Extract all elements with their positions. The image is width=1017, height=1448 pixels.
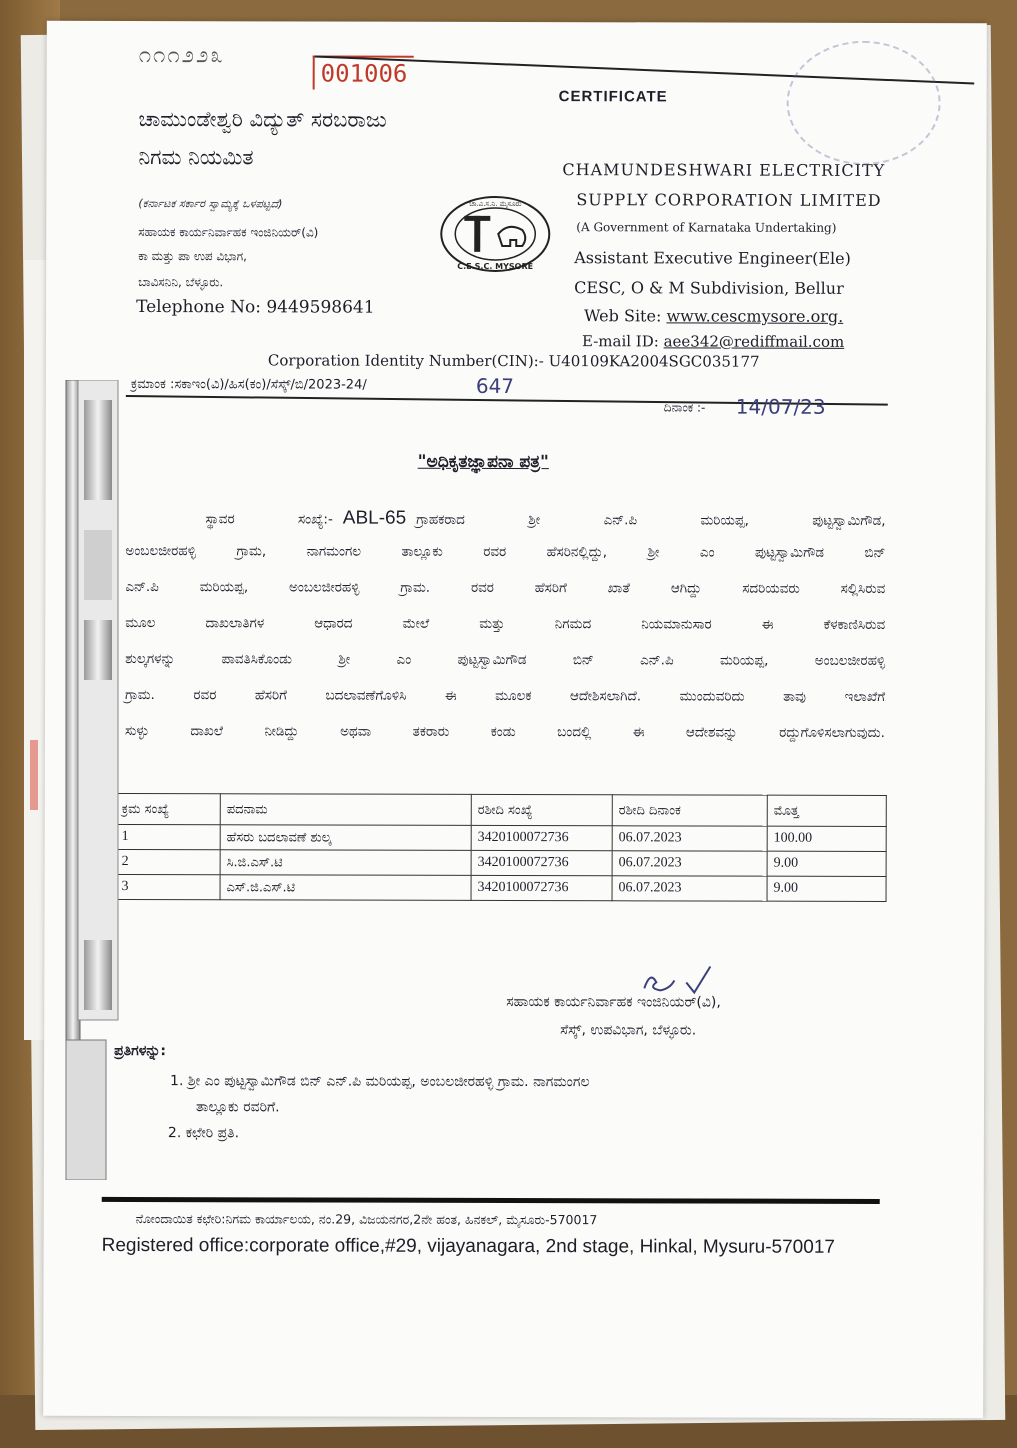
cesc-logo — [438, 194, 552, 274]
signatory-office: ಸೆಸ್ಕ್, ಉಪವಿಭಾಗ, ಬೆಳ್ಳೂರು. — [560, 1022, 697, 1039]
body-line-5: ಶುಲ್ಕಗಳನ್ನು ಪಾವತಿಸಿಕೊಂಡು ಶ್ರೀ ಎಂ ಪುಟ್ಟಸ್ವಾಮಿಗೌಡ ಬಿನ್ ಎನ್.ಪಿ ಮರಿಯಪ್ಪ, ಅಂಬಲಜೀರಹಳ್ಳಿ — [125, 650, 886, 669]
copy-item-2: 2. ಕಛೇರಿ ಪ್ರತಿ. — [167, 1125, 240, 1142]
cell-description: ಸಿ.ಜಿ.ಎಸ್.ಟಿ — [220, 850, 471, 876]
certificate-label: CERTIFICATE — [558, 88, 668, 106]
cell-receipt-no: 3420100072736 — [471, 875, 612, 900]
reference-number: ಕ್ರಮಾಂಕ :ಸಕಾಇಂ(ವಿ)/ಹಿಸ(ಕಂ)/ಸೆಸ್ಕ್/ಬಿ/2023-24/ — [130, 376, 367, 393]
cell-amount: 9.00 — [767, 876, 886, 901]
col-description: ಪದನಾಮ — [220, 794, 471, 826]
paper-clip-fastener[interactable] — [60, 380, 124, 1180]
email-link[interactable]: aee342@rediffmail.com — [663, 332, 845, 351]
cell-serial: 1 — [115, 824, 220, 849]
en-org-name-line3: (A Government of Karnataka Undertaking) — [576, 220, 837, 235]
kn-org-sub1: (ಕರ್ನಾಟಕ ಸರ್ಕಾರ ಸ್ವಾಮ್ಯಕ್ಕೆ ಒಳಪಟ್ಟದೆ) — [138, 197, 283, 211]
cell-amount: 100.00 — [767, 826, 886, 851]
cell-amount: 9.00 — [767, 851, 886, 876]
email-line — [582, 332, 844, 351]
table-header-row — [115, 793, 886, 826]
kn-office-line2: ಕಾ ಮತ್ತು ಪಾ ಉಪ ವಿಭಾಗ, — [138, 249, 247, 264]
kn-org-name-line2: ನಿಗಮ ನಿಯಮಿತ — [138, 145, 254, 170]
logo-top-text: ಚಾ.ವಿ.ಸ.ನಿ. ಮೈಸೂರು — [469, 199, 522, 209]
col-amount: ಮೊತ್ತ — [767, 795, 886, 826]
certificate-page — [43, 21, 987, 1418]
body-line-6: ಗ್ರಾಮ. ರವರ ಹೆಸರಿಗೆ ಬದಲಾವಣೆಗೊಳಿಸಿ ಈ ಮೂಲಕ ಆದೇಶಿಸಲಾಗಿದೆ. ಮುಂದುವರಿದು ತಾವು ಇಲಾಖೆಗೆ — [125, 686, 886, 705]
cell-receipt-date: 06.07.2023 — [612, 876, 767, 901]
cell-serial: 3 — [115, 874, 220, 899]
en-office-line1: Assistant Executive Engineer(Ele) — [574, 248, 851, 268]
handwritten-signature — [640, 962, 720, 998]
installation-label: ಸ್ಥಾವರ ಸಂಖ್ಯೆ:- — [205, 511, 333, 528]
en-org-name-line2: SUPPLY CORPORATION LIMITED — [576, 190, 882, 210]
website-line — [584, 306, 843, 326]
logo-bottom-text: C.E.S.C. MYSORE — [457, 261, 534, 272]
cell-description: ಎಸ್.ಜಿ.ಎಸ್.ಟಿ — [220, 875, 471, 901]
body-line-7: ಸುಳ್ಳು ದಾಖಲೆ ನೀಡಿದ್ದು ಅಥವಾ ತಕರಾರು ಕಂಡು ಬಂದಲ್ಲಿ ಈ ಆದೇಶವನ್ನು ರದ್ದುಗೊಳಿಸಲಾಗುವುದು. — [124, 722, 885, 741]
cell-description: ಹೆಸರು ಬದಲಾವಣೆ ಶುಲ್ಕ — [220, 825, 471, 851]
copies-heading: ಪ್ರತಿಗಳನ್ನು: — [114, 1042, 167, 1060]
body-line-4: ಮೂಲ ದಾಖಲಾತಿಗಳ ಆಧಾರದ ಮೇಲೆ ಮತ್ತು ನಿಗಮದ ನಿಯಮಾನುಸಾರ ಈ ಕೆಳಕಾಣಿಸಿರುವ — [125, 614, 886, 633]
footer-rule — [102, 1197, 880, 1204]
cell-serial: 2 — [115, 849, 220, 874]
fees-table — [115, 793, 887, 902]
body-line-1-text: ಗ್ರಾಹಕರಾದ ಶ್ರೀ ಎನ್.ಪಿ ಮರಿಯಪ್ಪ, ಪುಟ್ಟಸ್ವಾಮಿಗೌಡ, — [416, 511, 886, 529]
website-link[interactable]: www.cescmysore.org. — [666, 306, 844, 326]
signatory-designation: ಸಹಾಯಕ ಕಾರ್ಯನಿರ್ವಾಹಕ ಇಂಜಿನಿಯರ್(ವಿ), — [506, 993, 721, 1011]
copy-item-1-cont: ತಾಲ್ಲೂಕು ರವರಿಗೆ. — [195, 1099, 280, 1116]
cell-receipt-no: 3420100072736 — [471, 825, 612, 850]
kn-org-name-line1: ಚಾಮುಂಡೇಶ್ವರಿ ವಿದ್ಯುತ್ ಸರಬರಾಜು — [138, 107, 387, 132]
body-line-1 — [205, 507, 885, 531]
cell-receipt-no: 3420100072736 — [471, 850, 612, 875]
col-receipt-no: ರಶೀದಿ ಸಂಖ್ಯೆ — [471, 794, 612, 825]
faded-stamp — [786, 41, 940, 165]
copy-item-1: 1. ಶ್ರೀ ಎಂ ಪುಟ್ಟಸ್ವಾಮಿಗೌಡ ಬಿನ್ ಎನ್.ಪಿ ಮರಿಯಪ್ಪ, ಅಂಬಲಜೀರಹಳ್ಳಿ ಗ್ರಾಮ. ನಾಗಮಂಗಲ — [170, 1073, 590, 1091]
certificate-number: 001006 — [313, 55, 414, 89]
kn-office-line3: ಬಾವಿಸನಿನಿ, ಬೆಳ್ಳೂರು. — [138, 275, 224, 290]
footer-english: Registered office:corporate office,#29, vijayanagara, 2nd stage, Hinkal, Mysuru-570017 — [101, 1234, 836, 1258]
col-serial: ಕ್ರಮ ಸಂಖ್ಯೆ — [115, 793, 220, 824]
en-office-line2: CESC, O & M Subdivision, Bellur — [574, 278, 844, 298]
cin-number: Corporation Identity Number(CIN):- U40109KA2004SGC035177 — [267, 351, 760, 371]
date-label: ದಿನಾಂಕ :- — [663, 400, 706, 415]
red-paper-mark — [30, 740, 38, 810]
table-row — [115, 824, 886, 851]
telephone: Telephone No: 9449598641 — [136, 297, 375, 318]
website-label: Web Site: — [584, 306, 662, 326]
installation-number: ABL-65 — [342, 507, 407, 529]
date-handwritten: 14/07/23 — [735, 394, 826, 419]
email-label: E-mail ID: — [581, 332, 659, 351]
handwritten-serial: ೧೧೧೨೨೩ — [138, 43, 225, 69]
body-line-2: ಅಂಬಲಜೀರಹಳ್ಳಿ ಗ್ರಾಮ, ನಾಗಮಂಗಲ ತಾಲ್ಲೂಕು ರವರ ಹೆಸರಿನಲ್ಲಿದ್ದು, ಶ್ರೀ ಎಂ ಪುಟ್ಟಸ್ವಾಮಿಗೌಡ ಬಿನ್ — [125, 542, 886, 561]
document-title: "ಅಧಿಕೃತಜ್ಞಾಪನಾ ಪತ್ರ" — [417, 451, 549, 473]
kn-office-line1: ಸಹಾಯಕ ಕಾರ್ಯನಿರ್ವಾಹಕ ಇಂಜಿನಿಯರ್(ವಿ) — [138, 225, 319, 240]
reference-handwritten: 647 — [475, 373, 515, 398]
cell-receipt-date: 06.07.2023 — [612, 826, 767, 851]
table-row — [115, 874, 886, 901]
table-row — [115, 849, 886, 876]
body-line-3: ಎನ್.ಪಿ ಮರಿಯಪ್ಪ, ಅಂಬಲಜೀರಹಳ್ಳಿ ಗ್ರಾಮ. ರವರ ಹೆಸರಿಗೆ ಖಾತೆ ಆಗಿದ್ದು ಸದರಿಯವರು ಸಲ್ಲಿಸಿರುವ — [125, 578, 886, 597]
col-receipt-date: ರಶೀದಿ ದಿನಾಂಕ — [612, 795, 767, 826]
cell-receipt-date: 06.07.2023 — [612, 851, 767, 876]
en-org-name-line1: CHAMUNDESHWARI ELECTRICITY — [562, 160, 886, 180]
footer-kannada: ನೋಂದಾಯಿತ ಕಛೇರಿ:ನಿಗಮ ಕಾರ್ಯಾಲಯ, ನಂ.29, ವಿಜಯನಗರ,2ನೇ ಹಂತ, ಹಿನಕಲ್, ಮೈಸೂರು-570017 — [135, 1211, 598, 1228]
